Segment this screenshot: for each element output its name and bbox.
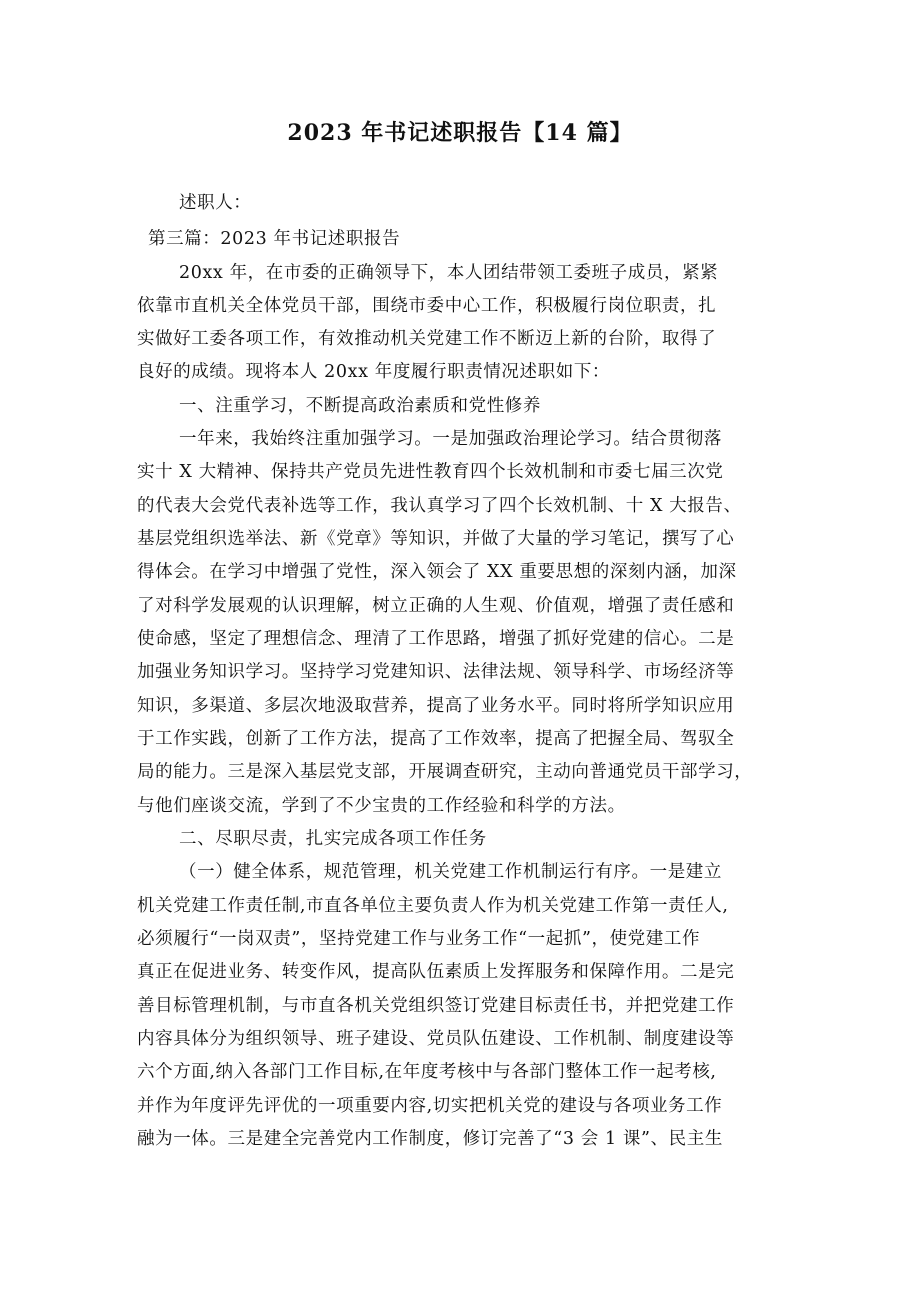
document-title: 2023 年书记述职报告【14 篇】 [287, 120, 633, 146]
text-line: 一、注重学习，不断提高政治素质和党性修养 [179, 396, 541, 416]
text-line: 依靠市直机关全体党员干部，围绕市委中心工作，积极履行岗位职责，扎 [137, 296, 717, 316]
text-line: 与他们座谈交流，学到了不少宝贵的工作经验和科学的方法。 [137, 796, 626, 816]
text-line: 述职人： [179, 193, 252, 213]
text-line: 融为一体。三是建全完善党内工作制度，修订完善了“3 会 1 课”、民主生 [137, 1129, 723, 1149]
text-line: 内容具体分为组织领导、班子建设、党员队伍建设、工作机制、制度建设等 [137, 1029, 735, 1049]
text-line: 的代表大会党代表补选等工作，我认真学习了四个长效机制、十 X 大报告、 [137, 496, 742, 516]
text-line: 知识，多渠道、多层次地汲取营养，提高了业务水平。同时将所学知识应用 [137, 696, 735, 716]
text-line: 真正在促进业务、转变作风，提高队伍素质上发挥服务和保障作用。二是完 [137, 962, 735, 982]
text-line: 实做好工委各项工作，有效推动机关党建工作不断迈上新的台阶，取得了 [137, 329, 717, 349]
text-line: 必须履行“一岗双责”，坚持党建工作与业务工作“一起抓”，使党建工作 [137, 929, 701, 949]
text-line: 使命感，坚定了理想信念、理清了工作思路，增强了抓好党建的信心。二是 [137, 629, 735, 649]
text-line: 20xx 年，在市委的正确领导下，本人团结带领工委班子成员，紧紧 [179, 263, 719, 283]
text-line: 得体会。在学习中增强了党性，深入领会了 XX 重要思想的深刻内涵，加深 [137, 562, 737, 582]
text-line: 实十 X 大精神、保持共产党员先进性教育四个长效机制和市委七届三次党 [137, 462, 724, 482]
text-line: 加强业务知识学习。坚持学习党建知识、法律法规、领导科学、市场经济等 [137, 662, 735, 682]
text-line: 善目标管理机制，与市直各机关党组织签订党建目标责任书，并把党建工作 [137, 996, 735, 1016]
text-line: 良好的成绩。现将本人 20xx 年度履行职责情况述职如下： [137, 362, 611, 382]
text-line: 局的能力。三是深入基层党支部，开展调查研究，主动向普通党员干部学习， [137, 762, 753, 782]
text-line: 六个方面,纳入各部门工作目标,在年度考核中与各部门整体工作一起考核, [137, 1062, 717, 1082]
text-line: （一）健全体系，规范管理，机关党建工作机制运行有序。一是建立 [179, 862, 722, 882]
text-line: 于工作实践，创新了工作方法，提高了工作效率，提高了把握全局、驾驭全 [137, 729, 735, 749]
text-line: 基层党组织选举法、新《党章》等知识，并做了大量的学习笔记，撰写了心 [137, 529, 735, 549]
text-line: 第三篇：2023 年书记述职报告 [148, 229, 401, 249]
text-line: 并作为年度评先评优的一项重要内容,切实把机关党的建设与各项业务工作 [137, 1096, 723, 1116]
text-line: 了对科学发展观的认识理解，树立正确的人生观、价值观，增强了责任感和 [137, 596, 735, 616]
text-line: 一年来，我始终注重加强学习。一是加强政治理论学习。结合贯彻落 [179, 429, 722, 449]
text-line: 二、尽职尽责，扎实完成各项工作任务 [179, 829, 487, 849]
text-line: 机关党建工作责任制,市直各单位主要负责人作为机关党建工作第一责任人, [137, 896, 729, 916]
